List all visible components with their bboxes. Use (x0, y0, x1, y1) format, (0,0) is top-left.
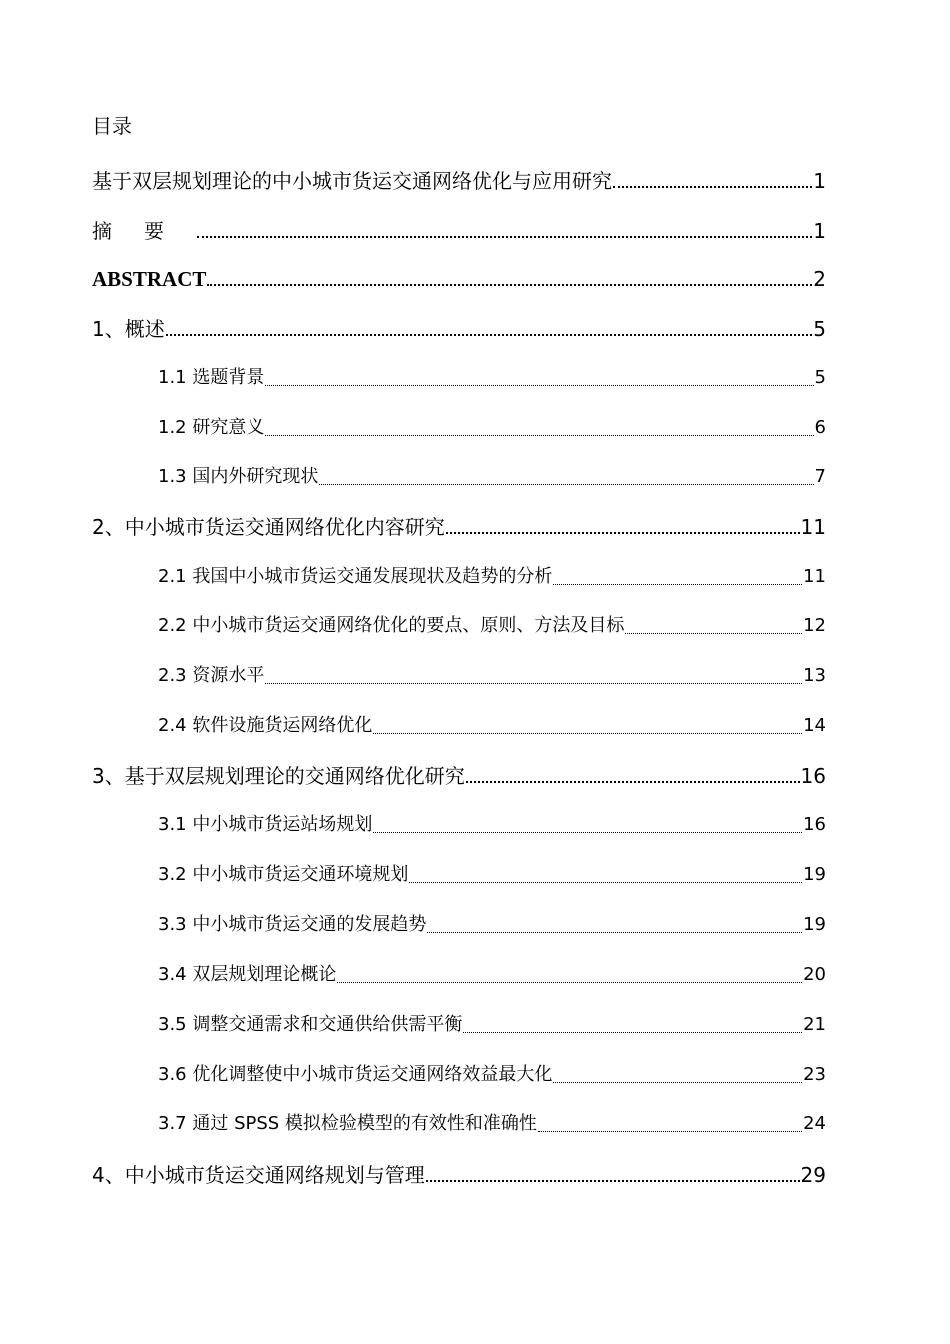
toc-entry-section-3-2[interactable] (158, 861, 826, 889)
dot-leader (613, 186, 812, 188)
dot-leader (446, 532, 800, 534)
toc-entry-section-3-5[interactable] (158, 1011, 826, 1039)
toc-page-number: 16 (800, 764, 826, 788)
toc-page-number: 7 (814, 466, 826, 487)
toc-page-number: 6 (814, 417, 826, 438)
toc-entry-label: 基于双层规划理论的中小城市货运交通网络优化与应用研究 (92, 169, 612, 193)
toc-entry-section-3-7[interactable] (158, 1110, 826, 1138)
toc-entry-chapter-3[interactable] (92, 761, 826, 791)
toc-entry-section-2-1[interactable] (158, 563, 826, 591)
toc-entry-label: 3.3 中小城市货运交通的发展趋势 (158, 914, 427, 935)
toc-entry-label: 2、中小城市货运交通网络优化内容研究 (92, 515, 445, 539)
toc-page-number: 13 (803, 665, 826, 686)
dot-leader (553, 584, 802, 585)
toc-entry-section-1-2[interactable] (158, 414, 826, 442)
dot-leader (466, 781, 800, 783)
dot-leader (319, 484, 813, 485)
dot-leader (538, 1131, 802, 1132)
toc-entry-label: 1.1 选题背景 (158, 367, 265, 388)
dot-leader (427, 932, 802, 933)
dot-leader (409, 882, 802, 883)
toc-page-number: 11 (800, 515, 826, 539)
toc-entry-label: 2.3 资源水平 (158, 665, 265, 686)
toc-entry-label: 3.7 通过 SPSS 模拟检验模型的有效性和准确性 (158, 1113, 537, 1134)
toc-entry-section-2-4[interactable] (158, 712, 826, 740)
toc-entry-label: 3.2 中小城市货运交通环境规划 (158, 864, 409, 885)
toc-entry-chapter-1[interactable] (92, 314, 826, 344)
dot-leader (625, 633, 802, 634)
toc-page-number: 1 (813, 169, 826, 193)
toc-entry-section-3-3[interactable] (158, 911, 826, 939)
dot-leader (265, 435, 813, 436)
toc-entry-label: 2.1 我国中小城市货运交通发展现状及趋势的分析 (158, 566, 553, 587)
toc-entry-label: 4、中小城市货运交通网络规划与管理 (92, 1163, 425, 1187)
toc-entry-label: 3.5 调整交通需求和交通供给供需平衡 (158, 1014, 463, 1035)
dot-leader (373, 832, 802, 833)
toc-page-number: 5 (814, 367, 826, 388)
toc-page-number: 5 (813, 317, 826, 341)
toc-page-number: 20 (803, 964, 826, 985)
toc-entry-label: 1.3 国内外研究现状 (158, 466, 319, 487)
toc-page-number: 23 (803, 1064, 826, 1085)
dot-leader (426, 1180, 800, 1182)
toc-title: 目录 (92, 114, 132, 138)
toc-entry-label: 3、基于双层规划理论的交通网络优化研究 (92, 764, 465, 788)
toc-entry-chapter-4[interactable] (92, 1160, 826, 1190)
dot-leader (197, 236, 812, 238)
toc-entry-label: 1、概述 (92, 317, 165, 341)
dot-leader (265, 385, 813, 386)
toc-entry-label: ABSTRACT (92, 267, 207, 291)
toc-page-number: 19 (803, 914, 826, 935)
toc-entry-label: 2.2 中小城市货运交通网络优化的要点、原则、方法及目标 (158, 615, 625, 636)
toc-entry-section-3-1[interactable] (158, 811, 826, 839)
toc-entry-section-2-3[interactable] (158, 662, 826, 690)
toc-page-number: 29 (800, 1163, 826, 1187)
toc-page-number: 24 (803, 1113, 826, 1134)
toc-entry-section-2-2[interactable] (158, 612, 826, 640)
toc-page-number: 11 (803, 566, 826, 587)
toc-entry-label: 3.1 中小城市货运站场规划 (158, 814, 373, 835)
toc-entry-label: 3.4 双层规划理论概论 (158, 964, 337, 985)
toc-entry-section-1-1[interactable] (158, 364, 826, 392)
dot-leader (207, 284, 812, 286)
dot-leader (337, 982, 802, 983)
toc-page-number: 12 (803, 615, 826, 636)
dot-leader (463, 1032, 802, 1033)
toc-page-number: 16 (803, 814, 826, 835)
dot-leader (553, 1082, 802, 1083)
toc-entry-label: 3.6 优化调整使中小城市货运交通网络效益最大化 (158, 1064, 553, 1085)
toc-entry-abstract-en[interactable] (92, 264, 826, 294)
toc-entry-label: 1.2 研究意义 (158, 417, 265, 438)
toc-entry-section-3-6[interactable] (158, 1061, 826, 1089)
toc-entry-section-1-3[interactable] (158, 463, 826, 491)
toc-entry-main-title[interactable] (92, 166, 826, 196)
dot-leader (373, 733, 802, 734)
toc-page-number: 2 (813, 267, 826, 291)
dot-leader (265, 683, 802, 684)
toc-entry-abstract-cn[interactable] (92, 216, 826, 246)
toc-page-number: 19 (803, 864, 826, 885)
dot-leader (166, 334, 813, 336)
toc-entry-section-3-4[interactable] (158, 961, 826, 989)
toc-entry-chapter-2[interactable] (92, 512, 826, 542)
toc-page-number: 21 (803, 1014, 826, 1035)
toc-page-number: 1 (813, 219, 826, 243)
toc-page-number: 14 (803, 715, 826, 736)
toc-entry-label: 2.4 软件设施货运网络优化 (158, 715, 373, 736)
toc-entry-label: 摘要 (92, 219, 196, 243)
